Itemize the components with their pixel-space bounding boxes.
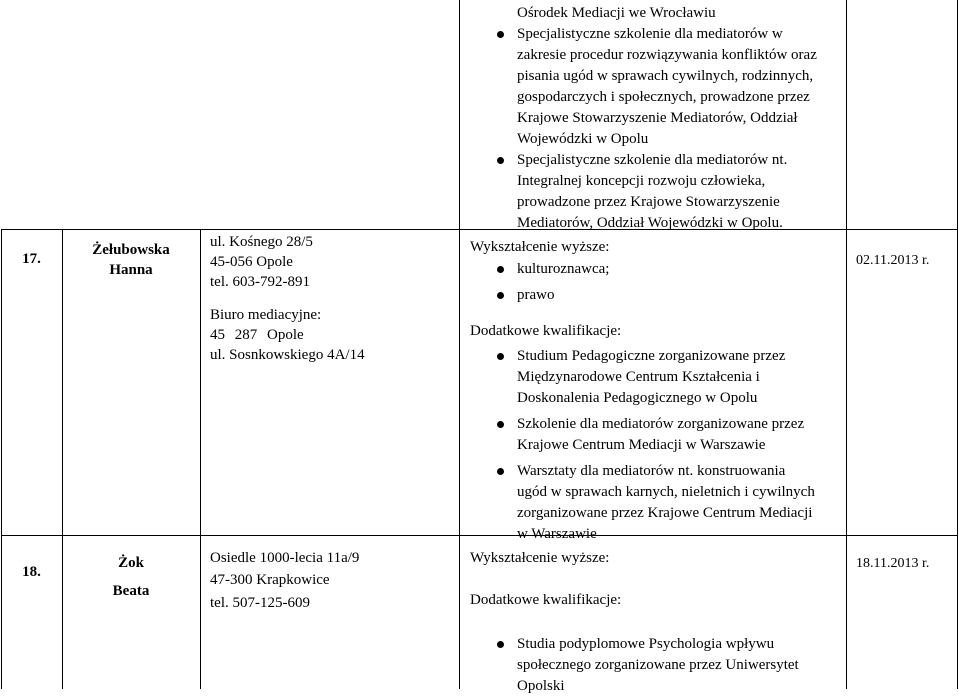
office-line: 45 287 Opole: [210, 327, 304, 343]
phone: tel. 507-125-609: [210, 595, 310, 611]
row-number: 17.: [22, 251, 41, 267]
col-border-5: [846, 0, 847, 689]
row-number: 18.: [22, 564, 41, 580]
list-item: Studium Pedagogiczne zorganizowane przez Międzynarodowe Centrum Kształcenia i Doskonalenia Pedagogicznego w Opolu: [470, 346, 815, 409]
entry-date: 02.11.2013 r.: [856, 253, 930, 268]
person-firstname: Beata: [112, 583, 150, 599]
qualifications-list: [470, 634, 799, 697]
col-border-3: [200, 229, 201, 689]
person-surname: Żełubowska: [92, 242, 170, 258]
list-item: Specjalistyczne szkolenie dla mediatorów nt. Integralnej koncepcji rozwoju człowieka, prowadzone przez Krajowe Stowarzyszenie Mediatorów, Oddział Wojewódzki w Opolu.: [470, 150, 817, 234]
person-firstname: Hanna: [109, 262, 153, 278]
office-line: ul. Sosnkowskiego 4A/14: [210, 347, 365, 363]
education-heading: Wykształcenie wyższe:: [470, 239, 610, 255]
person-surname: Żok: [118, 555, 144, 571]
col-border-6: [957, 0, 958, 689]
address-line: 45-056 Opole: [210, 254, 293, 270]
top-bullet-list: [470, 24, 817, 234]
list-item: kulturoznawca;: [470, 259, 609, 280]
col-border-2: [62, 229, 63, 689]
list-item: Specjalistyczne szkolenie dla mediatorów w zakresie procedur rozwiązywania konfliktów oraz pisania ugód w sprawach cywilnych, rodzinnych, gospodarczych i społecznych, prowadzone przez Krajowe Stowarzyszenie Mediatorów, Oddział Wojewódzki w Opolu: [470, 24, 817, 150]
qualifications-list: [470, 346, 815, 545]
list-item: Szkolenie dla mediatorów zorganizowane przez Krajowe Centrum Mediacji w Warszawie: [470, 414, 815, 456]
list-item: Warsztaty dla mediatorów nt. konstruowania ugód w sprawach karnych, nieletnich i cywilnych zorganizowane przez Krajowe Centrum Mediacji w Warszawie: [470, 461, 815, 545]
col-border-4: [459, 0, 460, 689]
qualifications-heading: Dodatkowe kwalifikacje:: [470, 323, 622, 339]
org-name: Ośrodek Mediacji we Wrocławiu: [517, 5, 716, 21]
address-line: Osiedle 1000-lecia 11a/9: [210, 550, 360, 566]
office-label: Biuro mediacyjne:: [210, 307, 322, 323]
qualifications-heading: Dodatkowe kwalifikacje:: [470, 592, 622, 608]
entry-date: 18.11.2013 r.: [856, 556, 930, 571]
list-item: prawo: [470, 285, 609, 306]
education-heading: Wykształcenie wyższe:: [470, 550, 610, 566]
education-list: [470, 259, 609, 306]
list-item: Studia podyplomowe Psychologia wpływu społecznego zorganizowane przez Uniwersytet Opolski: [470, 634, 799, 697]
col-border-1: [1, 229, 2, 689]
address-line: ul. Kośnego 28/5: [210, 234, 313, 250]
address-line: 47-300 Krapkowice: [210, 572, 330, 588]
phone: tel. 603-792-891: [210, 274, 310, 290]
